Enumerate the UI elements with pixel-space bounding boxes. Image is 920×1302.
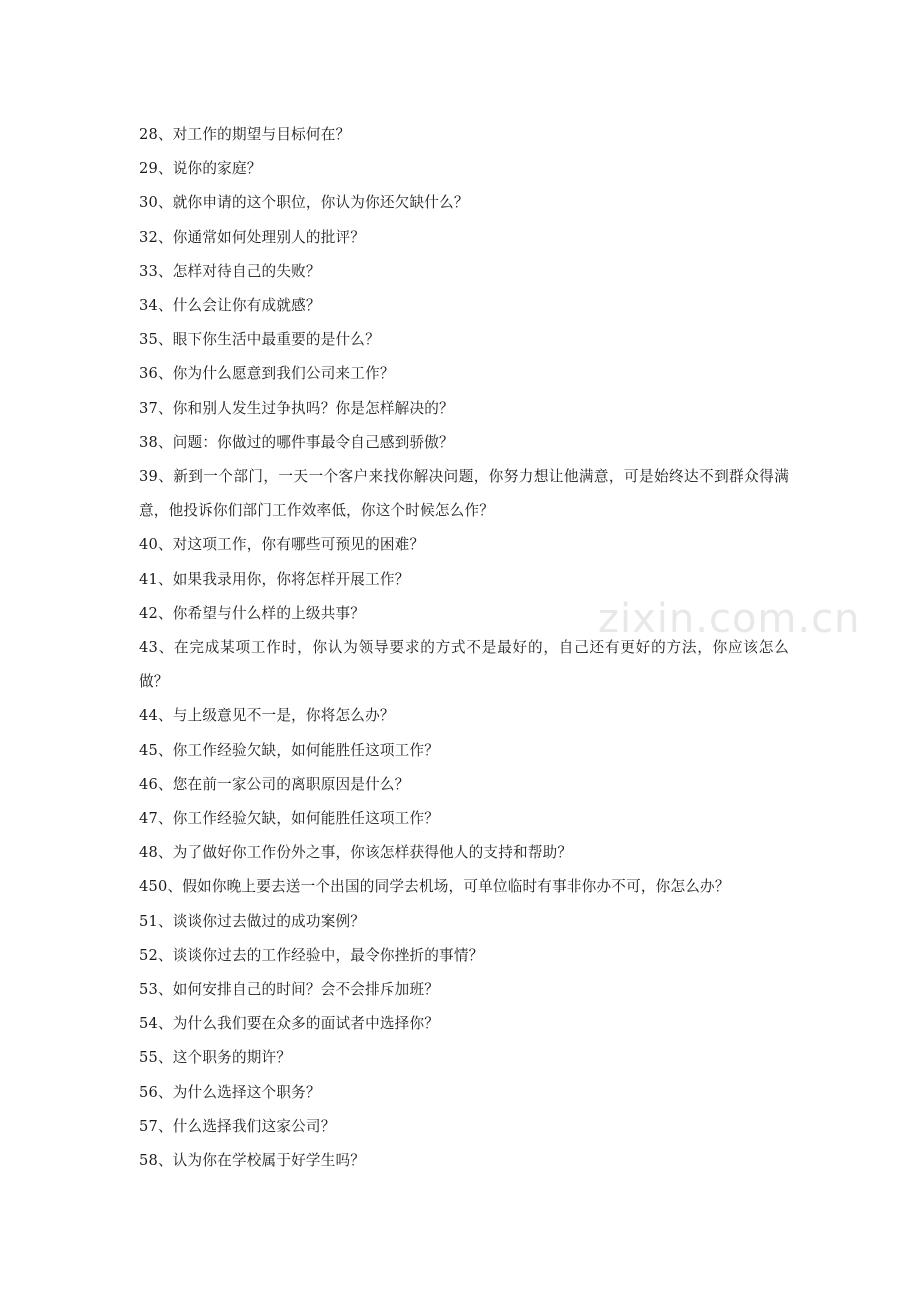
- question-item: 55、这个职务的期许？: [139, 1049, 292, 1067]
- watermark: zixin.com.cn: [598, 596, 861, 642]
- question-item: 30、就你申请的这个职位，你认为你还欠缺什么？: [139, 194, 469, 212]
- question-item: 28、对工作的期望与目标何在？: [139, 126, 351, 143]
- question-item: 41、如果我录用你，你将怎样开展工作？: [139, 570, 410, 588]
- question-item: 45、你工作经验欠缺，如何能胜任这项工作？: [139, 741, 440, 759]
- question-item: 47、你工作经验欠缺，如何能胜任这项工作？: [139, 810, 440, 828]
- question-item: 39、新到一个部门，一天一个客户来找你解决问题，你努力想让他满意，可是始终达不到群众得满意，他投诉你们部门工作效率低，你这个时候怎么作？: [139, 468, 789, 520]
- question-item: 57、什么选择我们这家公司？: [139, 1117, 336, 1135]
- question-item: 53、如何安排自己的时间？会不会排斥加班？: [139, 981, 440, 999]
- question-item: 32、你通常如何处理别人的批评？: [139, 228, 366, 246]
- question-item: 54、为什么我们要在众多的面试者中选择你？: [139, 1015, 440, 1033]
- question-item: 35、眼下你生活中最重要的是什么？: [139, 331, 380, 349]
- question-item: 36、你为什么愿意到我们公司来工作？: [139, 365, 395, 383]
- question-item: 52、谈谈你过去的工作经验中，最令你挫折的事情？: [139, 946, 484, 964]
- question-list: [139, 118, 789, 1178]
- question-item: 40、对这项工作，你有哪些可预见的困难？: [139, 536, 425, 554]
- question-item: 29、说你的家庭？: [139, 160, 262, 178]
- question-item: 38、问题：你做过的哪件事最令自己感到骄傲？: [139, 433, 454, 451]
- question-item: 58、认为你在学校属于好学生吗？: [139, 1152, 366, 1170]
- question-item: 37、你和别人发生过争执吗？你是怎样解决的？: [139, 399, 454, 417]
- question-item: 43、在完成某项工作时，你认为领导要求的方式不是最好的，自己还有更好的方法，你应该怎么做？: [139, 639, 789, 691]
- question-item: 46、您在前一家公司的离职原因是什么？: [139, 775, 410, 793]
- question-item: 48、为了做好你工作份外之事，你该怎样获得他人的支持和帮助？: [139, 844, 573, 862]
- question-item: 56、为什么选择这个职务？: [139, 1083, 321, 1101]
- question-item: 42、你希望与什么样的上级共事？: [139, 604, 366, 622]
- question-item: 51、谈谈你过去做过的成功案例？: [139, 912, 366, 930]
- question-item: 44、与上级意见不一是，你将怎么办？: [139, 707, 395, 725]
- question-item: 34、什么会让你有成就感？: [139, 297, 321, 315]
- question-item: 33、怎样对待自己的失败？: [139, 262, 321, 280]
- question-item: 450、假如你晚上要去送一个出国的同学去机场，可单位临时有事非你办不可，你怎么办？: [139, 878, 730, 896]
